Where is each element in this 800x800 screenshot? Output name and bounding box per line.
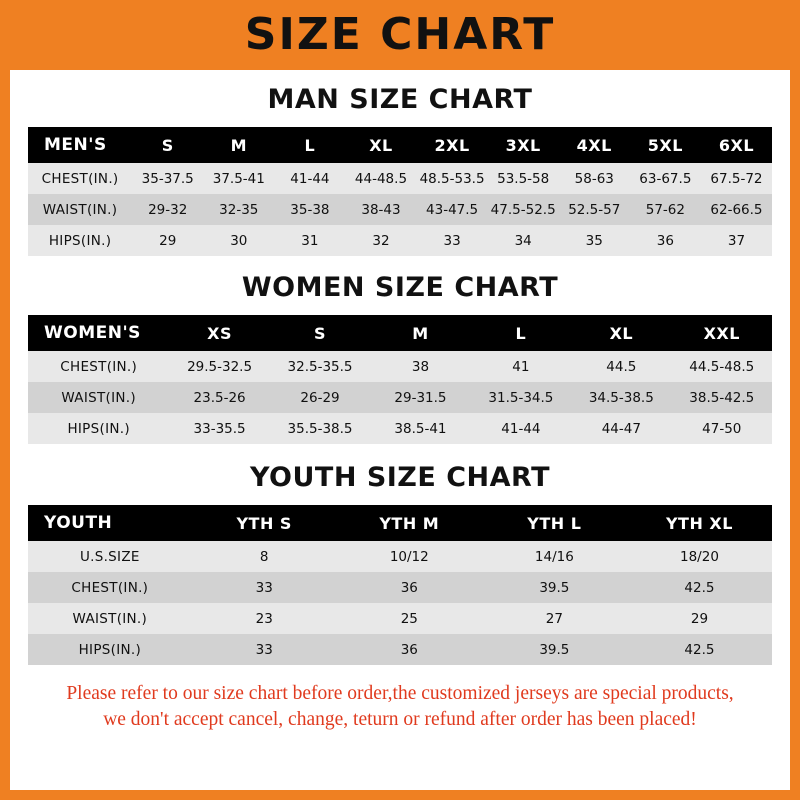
cell: 58-63 (559, 163, 630, 194)
column-header: XL (345, 127, 416, 163)
cell: 18/20 (627, 541, 772, 572)
table-row (28, 603, 772, 634)
cell: 34 (488, 225, 559, 256)
column-header: L (274, 127, 345, 163)
cell: 26-29 (270, 382, 370, 413)
cell: 38 (370, 351, 470, 382)
row-label: U.S.SIZE (28, 541, 192, 572)
cell: 32-35 (203, 194, 274, 225)
cell: 35 (559, 225, 630, 256)
cell: 44-47 (571, 413, 671, 444)
column-header: YOUTH (28, 505, 192, 541)
cell: 42.5 (627, 634, 772, 665)
column-header: 5XL (630, 127, 701, 163)
column-header: WOMEN'S (28, 315, 169, 351)
table-row (28, 382, 772, 413)
cell: 30 (203, 225, 274, 256)
cell: 23 (192, 603, 337, 634)
cell: 32.5-35.5 (270, 351, 370, 382)
column-header: 4XL (559, 127, 630, 163)
column-header: XS (169, 315, 269, 351)
column-header: L (471, 315, 571, 351)
column-header: 2XL (417, 127, 488, 163)
table-row (28, 225, 772, 256)
cell: 29-31.5 (370, 382, 470, 413)
cell: 38.5-42.5 (672, 382, 772, 413)
table-row (28, 634, 772, 665)
man-size-table (28, 127, 772, 256)
header-banner (0, 0, 800, 70)
cell: 41-44 (274, 163, 345, 194)
row-label: HIPS(IN.) (28, 225, 132, 256)
cell: 32 (345, 225, 416, 256)
column-header: YTH S (192, 505, 337, 541)
cell: 42.5 (627, 572, 772, 603)
row-label: WAIST(IN.) (28, 603, 192, 634)
cell: 63-67.5 (630, 163, 701, 194)
footer-note-line-1: Please refer to our size chart before order,the customized jerseys are special products, (66, 683, 734, 704)
women-section-title: WOMEN SIZE CHART (241, 272, 559, 303)
row-label: HIPS(IN.) (28, 413, 169, 444)
cell: 25 (337, 603, 482, 634)
cell: 52.5-57 (559, 194, 630, 225)
cell: 35-37.5 (132, 163, 203, 194)
table-header-row (28, 505, 772, 541)
cell: 29 (132, 225, 203, 256)
table-header-row (28, 315, 772, 351)
cell: 33 (192, 634, 337, 665)
column-header: YTH XL (627, 505, 772, 541)
row-label: CHEST(IN.) (28, 351, 169, 382)
cell: 41 (471, 351, 571, 382)
column-header: 6XL (701, 127, 772, 163)
cell: 44-48.5 (345, 163, 416, 194)
cell: 14/16 (482, 541, 627, 572)
cell: 43-47.5 (417, 194, 488, 225)
man-size-section (10, 84, 790, 256)
row-label: CHEST(IN.) (28, 572, 192, 603)
man-section-title: MAN SIZE CHART (267, 84, 533, 115)
column-header: MEN'S (28, 127, 132, 163)
column-header: S (132, 127, 203, 163)
table-row (28, 572, 772, 603)
cell: 33 (192, 572, 337, 603)
cell: 34.5-38.5 (571, 382, 671, 413)
cell: 29 (627, 603, 772, 634)
women-size-table (28, 315, 772, 444)
footer-note-line-2: we don't accept cancel, change, teturn or refund after order has been placed! (103, 709, 697, 731)
column-header: M (370, 315, 470, 351)
cell: 38-43 (345, 194, 416, 225)
cell: 57-62 (630, 194, 701, 225)
bottom-accent-band (0, 790, 800, 800)
cell: 36 (337, 634, 482, 665)
cell: 67.5-72 (701, 163, 772, 194)
cell: 38.5-41 (370, 413, 470, 444)
row-label: WAIST(IN.) (28, 382, 169, 413)
women-size-section (10, 272, 790, 444)
cell: 39.5 (482, 634, 627, 665)
cell: 39.5 (482, 572, 627, 603)
cell: 41-44 (471, 413, 571, 444)
cell: 48.5-53.5 (417, 163, 488, 194)
cell: 36 (337, 572, 482, 603)
cell: 44.5-48.5 (672, 351, 772, 382)
cell: 23.5-26 (169, 382, 269, 413)
table-row (28, 194, 772, 225)
cell: 8 (192, 541, 337, 572)
cell: 35.5-38.5 (270, 413, 370, 444)
column-header: S (270, 315, 370, 351)
cell: 31.5-34.5 (471, 382, 571, 413)
cell: 10/12 (337, 541, 482, 572)
cell: 37 (701, 225, 772, 256)
cell: 35-38 (274, 194, 345, 225)
youth-size-table (28, 505, 772, 665)
cell: 37.5-41 (203, 163, 274, 194)
table-header-row (28, 127, 772, 163)
cell: 29.5-32.5 (169, 351, 269, 382)
footer-note (10, 681, 790, 734)
cell: 27 (482, 603, 627, 634)
column-header: M (203, 127, 274, 163)
page-title: SIZE CHART (244, 9, 556, 60)
cell: 47.5-52.5 (488, 194, 559, 225)
cell: 36 (630, 225, 701, 256)
youth-size-section (10, 462, 790, 665)
cell: 33 (417, 225, 488, 256)
column-header: 3XL (488, 127, 559, 163)
column-header: YTH M (337, 505, 482, 541)
column-header: XL (571, 315, 671, 351)
cell: 44.5 (571, 351, 671, 382)
row-label: WAIST(IN.) (28, 194, 132, 225)
cell: 53.5-58 (488, 163, 559, 194)
column-header: YTH L (482, 505, 627, 541)
table-row (28, 351, 772, 382)
table-row (28, 413, 772, 444)
table-row (28, 163, 772, 194)
row-label: CHEST(IN.) (28, 163, 132, 194)
column-header: XXL (672, 315, 772, 351)
cell: 62-66.5 (701, 194, 772, 225)
row-label: HIPS(IN.) (28, 634, 192, 665)
cell: 47-50 (672, 413, 772, 444)
cell: 29-32 (132, 194, 203, 225)
cell: 31 (274, 225, 345, 256)
youth-section-title: YOUTH SIZE CHART (249, 462, 551, 493)
table-row (28, 541, 772, 572)
cell: 33-35.5 (169, 413, 269, 444)
